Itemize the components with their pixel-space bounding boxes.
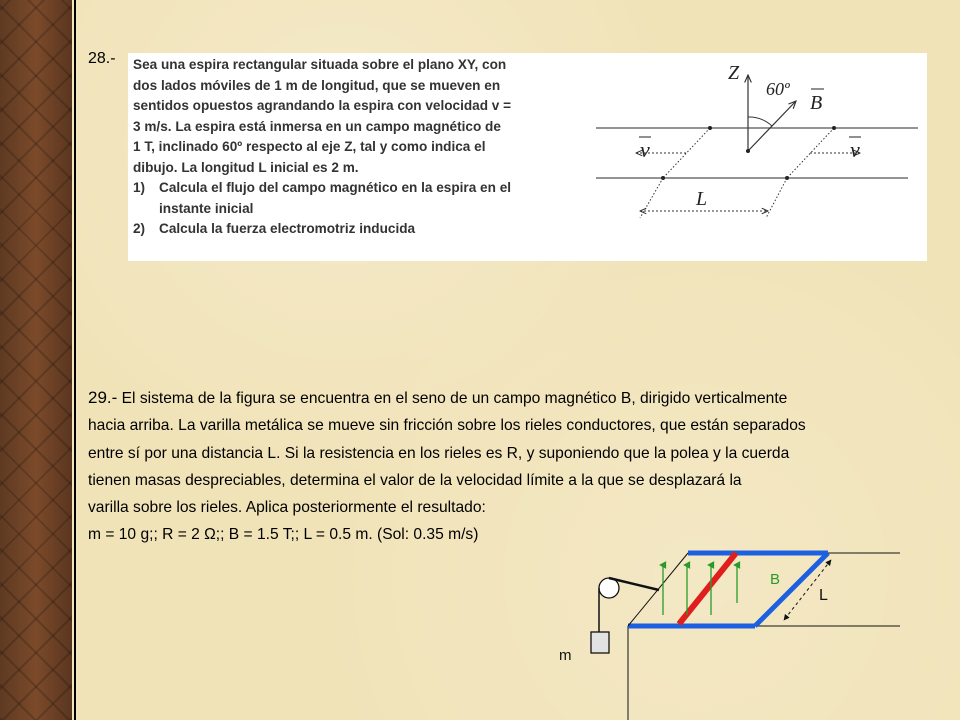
problem-28-line: sentidos opuestos agrandando la espira con velocidad v = [133,98,512,113]
problem-28-line: 1 T, inclinado 60º respecto al eje Z, tal y como indica el [133,139,486,154]
dimension-guide [640,178,663,218]
problem-28-number: 28.- [88,50,116,67]
side-divider [74,0,76,720]
problem-29-number: 29.- [88,388,118,407]
contact-dot [832,126,836,130]
dimension-guide [766,178,787,218]
length-label: L [696,188,708,210]
problem-28-text [133,55,573,240]
problem-28-line: 3 m/s. La espira está inmersa en un campo magnético de [133,118,501,134]
problem-29-figure [540,545,960,720]
problem-29-text [88,384,958,549]
v-right-label: v [850,137,860,162]
b-label: B [810,92,823,114]
v-left-label: v [640,137,650,162]
pulley [599,578,619,598]
l-label: L [819,587,828,604]
hanging-mass [591,632,609,653]
problem-29-line: m = 10 g;; R = 2 Ω;; B = 1.5 T;; L = 0.5 m. (Sol: 0.35 m/s) [88,526,479,544]
problem-29-line-text: El sistema de la figura se encuentra en el seno de un campo magnético B, dirigido verticalmente [117,390,788,407]
question-text: Calcula el flujo del campo magnético en la espira en el [159,180,512,195]
z-label: Z [728,62,740,84]
problem-28-box [128,53,927,261]
problem-29-line: entre sí por una distancia L. Si la resistencia en los rieles es R, y suponiendo que la polea y la cuerda [88,444,790,462]
question-number: 2) [133,221,146,236]
problem-28-figure [588,53,927,261]
left-rod [663,128,710,178]
problem-29-line: varilla sobre los rieles. Aplica posteriormente el resultado: [88,499,486,517]
mass-label: m [559,647,572,664]
b-label: B [770,571,781,588]
origin-dot [746,149,750,153]
question-1 [133,178,573,199]
problem-28-line: dos lados móviles de 1 m de longitud, que se mueven en [133,77,501,93]
angle-arc [748,117,772,126]
problem-29-line: tienen masas despreciables, determina el valor de la velocidad límite a la que se desplazará la [88,471,742,489]
question-1-cont [133,199,573,220]
question-number: 1) [133,180,146,195]
decorative-side-strip [0,0,72,720]
rail-end [755,553,828,626]
question-number [133,199,159,220]
contact-dot [708,126,712,130]
problem-28-line: Sea una espira rectangular situada sobre el plano XY, con [133,57,507,72]
angle-label: 60º [766,79,790,99]
problem-29-line: hacia arriba. La varilla metálica se mueve sin fricción sobre los rieles conductores, que están separados [88,417,806,435]
question-text: instante inicial [159,200,254,216]
question-2 [133,219,573,240]
problem-29-line [88,384,958,412]
question-text: Calcula la fuerza electromotriz inducida [159,221,416,236]
problem-28-line: dibujo. La longitud L inicial es 2 m. [133,159,359,175]
